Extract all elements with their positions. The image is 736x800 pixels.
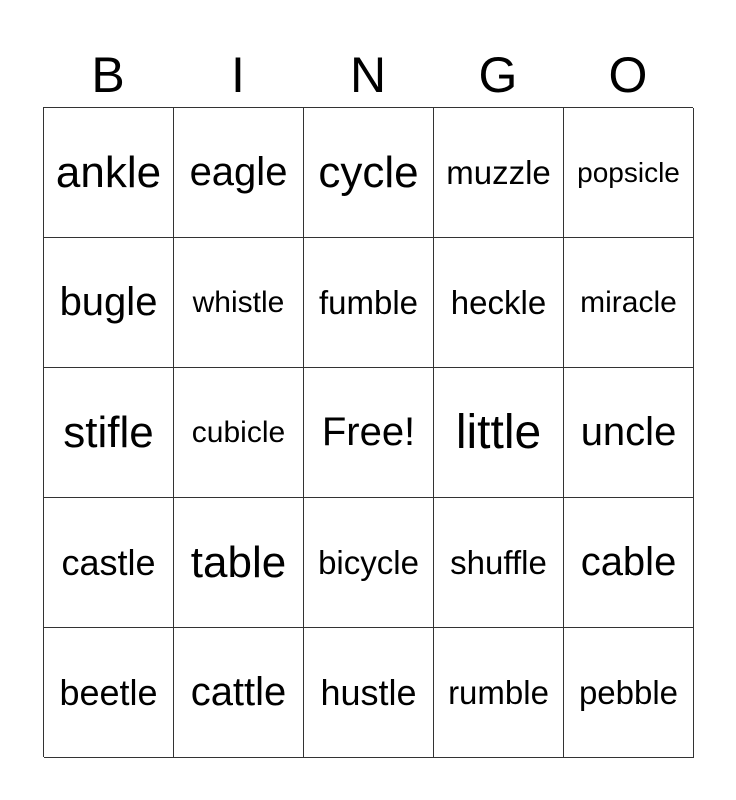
header-letter-g: G [478, 47, 518, 103]
bingo-cell-ankle[interactable]: ankle [44, 108, 174, 238]
bingo-grid [43, 107, 693, 757]
bingo-cell-stifle[interactable]: stifle [44, 368, 174, 498]
bingo-cell-cattle[interactable]: cattle [174, 628, 304, 758]
bingo-cell-table[interactable]: table [174, 498, 304, 628]
bingo-cell-popsicle[interactable]: popsicle [564, 108, 694, 238]
header-letter-b: B [91, 47, 125, 103]
bingo-cell-rumble[interactable]: rumble [434, 628, 564, 758]
header-letter-i: I [231, 47, 245, 103]
bingo-cell-cable[interactable]: cable [564, 498, 694, 628]
bingo-cell-uncle[interactable]: uncle [564, 368, 694, 498]
bingo-cell-miracle[interactable]: miracle [564, 238, 694, 368]
bingo-cell-free[interactable]: Free! [304, 368, 434, 498]
bingo-cell-castle[interactable]: castle [44, 498, 174, 628]
bingo-cell-bugle[interactable]: bugle [44, 238, 174, 368]
bingo-header [43, 44, 693, 106]
bingo-cell-hustle[interactable]: hustle [304, 628, 434, 758]
bingo-cell-bicycle[interactable]: bicycle [304, 498, 434, 628]
header-letter-o: O [608, 47, 648, 103]
bingo-cell-pebble[interactable]: pebble [564, 628, 694, 758]
bingo-cell-shuffle[interactable]: shuffle [434, 498, 564, 628]
bingo-cell-muzzle[interactable]: muzzle [434, 108, 564, 238]
bingo-cell-little[interactable]: little [434, 368, 564, 498]
bingo-cell-eagle[interactable]: eagle [174, 108, 304, 238]
bingo-cell-beetle[interactable]: beetle [44, 628, 174, 758]
bingo-cell-heckle[interactable]: heckle [434, 238, 564, 368]
bingo-cell-cycle[interactable]: cycle [304, 108, 434, 238]
header-letter-n: N [349, 47, 387, 103]
bingo-cell-cubicle[interactable]: cubicle [174, 368, 304, 498]
bingo-cell-fumble[interactable]: fumble [304, 238, 434, 368]
bingo-cell-whistle[interactable]: whistle [174, 238, 304, 368]
